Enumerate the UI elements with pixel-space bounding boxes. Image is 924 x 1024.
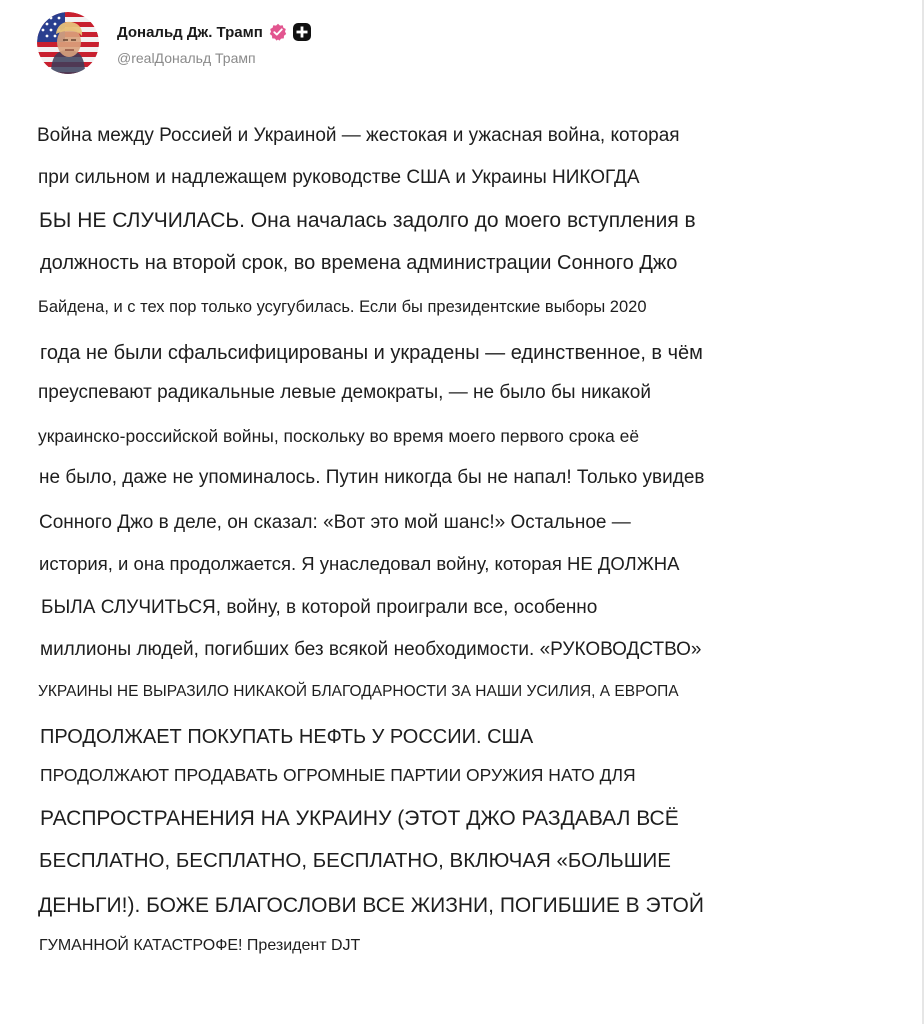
post-text-line: БЫЛА СЛУЧИТЬСЯ, войну, в которой проиграли все, особенно	[41, 597, 598, 618]
post-text-line: Байдена, и с тех пор только усугубилась. Если бы президентские выборы 2020	[38, 298, 647, 316]
post-text-line: должность на второй срок, во времена администрации Сонного Джо	[40, 252, 678, 274]
post-text-line: при сильном и надлежащем руководстве США и Украины НИКОГДА	[38, 167, 640, 188]
post-text-line: РАСПРОСТРАНЕНИЯ НА УКРАИНУ (ЭТОТ ДЖО РАЗДАВАЛ ВСЁ	[40, 807, 679, 830]
post-text-line: не было, даже не упоминалось. Путин никогда бы не напал! Только увидев	[39, 467, 705, 488]
post-text-line: ДЕНЬГИ!). БОЖЕ БЛАГОСЛОВИ ВСЕ ЖИЗНИ, ПОГИБШИЕ В ЭТОЙ	[38, 894, 704, 917]
username-handle[interactable]: @realДональд Трамп	[117, 50, 256, 66]
post-text-line: Война между Россией и Украиной — жестокая и ужасная война, которая	[37, 125, 680, 146]
post-text-line: года не были сфальсифицированы и украдены — единственное, в чём	[40, 342, 703, 364]
post-text-line: история, и она продолжается. Я унаследовал войну, которая НЕ ДОЛЖНА	[39, 553, 680, 574]
post-text-line: УКРАИНЫ НЕ ВЫРАЗИЛО НИКАКОЙ БЛАГОДАРНОСТИ ЗА НАШИ УСИЛИЯ, А ЕВРОПА	[38, 683, 679, 700]
post-text-line: ПРОДОЛЖАЮТ ПРОДАВАТЬ ОГРОМНЫЕ ПАРТИИ ОРУЖИЯ НАТО ДЛЯ	[40, 765, 636, 785]
post-text-line: ГУМАННОЙ КАТАСТРОФЕ! Президент DJT	[39, 937, 361, 954]
post-text-line: ПРОДОЛЖАЕТ ПОКУПАТЬ НЕФТЬ У РОССИИ. США	[40, 726, 534, 748]
display-name[interactable]: Дональд Дж. Трамп	[117, 23, 263, 41]
post-text-line: БЫ НЕ СЛУЧИЛАСЬ. Она началась задолго до моего вступления в	[39, 209, 696, 232]
post-text-line: БЕСПЛАТНО, БЕСПЛАТНО, БЕСПЛАТНО, ВКЛЮЧАЯ «БОЛЬШИЕ	[39, 849, 671, 872]
post-text-line: преуспевают радикальные левые демократы, — не было бы никакой	[38, 382, 651, 403]
post-text-line: украинско-российской войны, поскольку во время моего первого срока её	[38, 426, 640, 446]
post-text-line: миллионы людей, погибших без всякой необходимости. «РУКОВОДСТВО»	[40, 639, 702, 660]
post-text-line: Сонного Джо в деле, он сказал: «Вот это мой шанс!» Остальное —	[39, 512, 631, 533]
